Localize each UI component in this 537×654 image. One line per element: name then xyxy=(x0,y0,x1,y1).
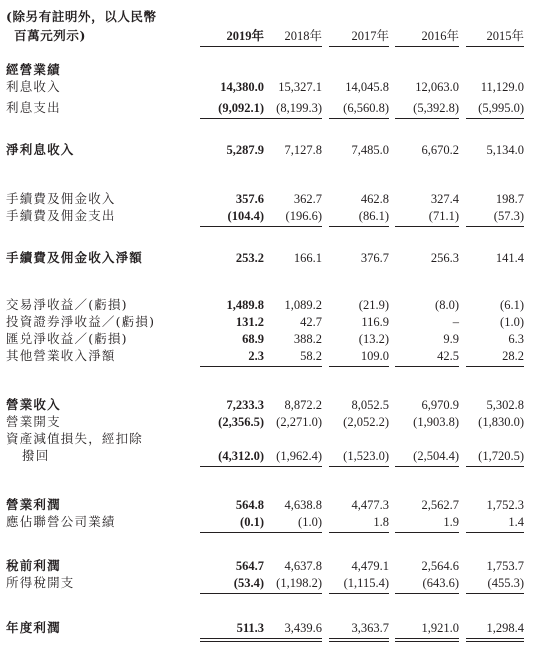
value-cell: 42.7 xyxy=(300,315,322,329)
table-row xyxy=(0,513,537,531)
value-cell: 564.8 xyxy=(235,498,264,512)
table-row xyxy=(0,430,537,448)
row-label: 資產減值損失，經扣除 xyxy=(6,431,144,446)
table-row xyxy=(0,413,537,431)
value-cell: (86.1) xyxy=(358,209,389,223)
value-cell: 4,479.1 xyxy=(351,559,389,573)
table-row xyxy=(0,619,537,637)
table-row xyxy=(0,141,537,159)
total-rule xyxy=(329,366,389,367)
value-cell: (8.0) xyxy=(435,298,459,312)
total-double-rule xyxy=(466,641,524,642)
row-label: 利息收入 xyxy=(6,79,61,94)
total-rule xyxy=(466,638,524,639)
total-rule xyxy=(329,532,389,533)
value-cell: 131.2 xyxy=(235,315,264,329)
table-row xyxy=(0,347,537,365)
value-cell: 1,753.7 xyxy=(486,559,524,573)
row-label: 年度利潤 xyxy=(6,620,61,635)
value-cell: 2,564.6 xyxy=(421,559,459,573)
table-row xyxy=(0,99,537,117)
row-label: 營業開支 xyxy=(6,414,61,429)
value-cell: 42.5 xyxy=(437,349,459,363)
year-header-5: 2015年 xyxy=(486,29,524,43)
total-rule xyxy=(395,593,459,594)
value-cell: 4,638.8 xyxy=(284,498,322,512)
total-rule xyxy=(466,466,524,467)
value-cell: (5,392.8) xyxy=(413,101,459,115)
value-cell: 357.6 xyxy=(235,192,264,206)
value-cell: 68.9 xyxy=(242,332,264,346)
table-row xyxy=(0,296,537,314)
value-cell: 4,637.8 xyxy=(284,559,322,573)
row-label: 稅前利潤 xyxy=(6,558,61,573)
total-rule xyxy=(395,226,459,227)
total-rule xyxy=(264,466,322,467)
value-cell: 511.3 xyxy=(236,621,264,635)
value-cell: 2,562.7 xyxy=(421,498,459,512)
value-cell: 362.7 xyxy=(293,192,322,206)
total-rule xyxy=(200,226,264,227)
total-rule xyxy=(264,638,322,639)
value-cell: 15,327.1 xyxy=(278,80,322,94)
value-cell: (1,962.4) xyxy=(276,449,322,463)
value-cell: 1.4 xyxy=(508,515,524,529)
total-rule xyxy=(395,366,459,367)
value-cell: (455.3) xyxy=(487,576,524,590)
value-cell: (1,198.2) xyxy=(276,576,322,590)
value-cell: 5,134.0 xyxy=(486,143,524,157)
value-cell: 7,485.0 xyxy=(351,143,389,157)
value-cell: (2,271.0) xyxy=(276,415,322,429)
header-rule xyxy=(264,46,322,47)
row-label: 營業利潤 xyxy=(6,497,61,512)
value-cell: 28.2 xyxy=(502,349,524,363)
header-rule xyxy=(200,46,264,47)
table-row xyxy=(0,447,537,465)
value-cell: 388.2 xyxy=(293,332,322,346)
value-cell: 3,363.7 xyxy=(351,621,389,635)
value-cell: (5,995.0) xyxy=(478,101,524,115)
total-rule xyxy=(200,638,264,639)
value-cell: (643.6) xyxy=(422,576,459,590)
value-cell: (53.4) xyxy=(233,576,264,590)
total-rule xyxy=(395,466,459,467)
row-label: 投資證券淨收益／(虧損) xyxy=(6,314,156,329)
value-cell: 7,233.3 xyxy=(226,398,264,412)
total-rule xyxy=(264,226,322,227)
value-cell: (0.1) xyxy=(240,515,264,529)
table-row xyxy=(0,496,537,514)
value-cell: 8,052.5 xyxy=(351,398,389,412)
total-rule xyxy=(264,532,322,533)
table-row xyxy=(0,313,537,331)
value-cell: 376.7 xyxy=(360,251,389,265)
table-row xyxy=(0,207,537,225)
value-cell: 7,127.8 xyxy=(284,143,322,157)
value-cell: 11,129.0 xyxy=(480,80,524,94)
row-label: 匯兑淨收益／(虧損) xyxy=(6,331,128,346)
value-cell: 141.4 xyxy=(495,251,524,265)
total-rule xyxy=(466,118,524,119)
value-cell: (1.0) xyxy=(500,315,524,329)
total-rule xyxy=(329,466,389,467)
year-header-2: 2018年 xyxy=(284,29,322,43)
value-cell: (1.0) xyxy=(298,515,322,529)
value-cell: – xyxy=(452,315,459,329)
value-cell: 198.7 xyxy=(495,192,524,206)
total-rule xyxy=(200,466,264,467)
total-rule xyxy=(395,638,459,639)
total-double-rule xyxy=(264,641,322,642)
total-rule xyxy=(264,366,322,367)
value-cell: (1,523.0) xyxy=(343,449,389,463)
value-cell: (21.9) xyxy=(358,298,389,312)
total-double-rule xyxy=(329,641,389,642)
row-label: 所得稅開支 xyxy=(6,575,75,590)
header-rule xyxy=(329,46,389,47)
row-label: 手續費及佣金收入 xyxy=(6,191,116,206)
value-cell: 8,872.2 xyxy=(284,398,322,412)
total-rule xyxy=(329,593,389,594)
row-label: 其他營業收入淨額 xyxy=(6,348,116,363)
header-rule xyxy=(395,46,459,47)
value-cell: 327.4 xyxy=(430,192,459,206)
row-label: 手續費及佣金支出 xyxy=(6,208,116,223)
value-cell: 109.0 xyxy=(360,349,389,363)
value-cell: 5,287.9 xyxy=(226,143,264,157)
value-cell: 14,380.0 xyxy=(220,80,264,94)
unit-note-line-1: (除另有註明外，以人民幣 xyxy=(6,9,157,24)
table-row xyxy=(0,61,537,79)
value-cell: (13.2) xyxy=(358,332,389,346)
value-cell: (4,312.0) xyxy=(218,449,264,463)
value-cell: 1.9 xyxy=(443,515,459,529)
value-cell: (6.1) xyxy=(500,298,524,312)
value-cell: 253.2 xyxy=(235,251,264,265)
year-header-1: 2019年 xyxy=(226,29,264,43)
value-cell: 1,489.8 xyxy=(226,298,264,312)
table-row xyxy=(0,557,537,575)
total-rule xyxy=(200,532,264,533)
table-row xyxy=(0,190,537,208)
value-cell: 12,063.0 xyxy=(415,80,459,94)
total-rule xyxy=(466,226,524,227)
value-cell: (6,560.8) xyxy=(343,101,389,115)
value-cell: 256.3 xyxy=(430,251,459,265)
value-cell: 6.3 xyxy=(508,332,524,346)
total-double-rule xyxy=(395,641,459,642)
header-rule xyxy=(466,46,524,47)
value-cell: (1,720.5) xyxy=(478,449,524,463)
value-cell: (1,903.8) xyxy=(413,415,459,429)
value-cell: (1,830.0) xyxy=(478,415,524,429)
year-header-4: 2016年 xyxy=(421,29,459,43)
value-cell: 1,921.0 xyxy=(421,621,459,635)
unit-note-line-2: 百萬元列示) xyxy=(14,28,87,43)
value-cell: 9.9 xyxy=(443,332,459,346)
value-cell: 6,670.2 xyxy=(421,143,459,157)
total-rule xyxy=(264,593,322,594)
total-rule xyxy=(200,593,264,594)
total-rule xyxy=(466,366,524,367)
total-rule xyxy=(395,118,459,119)
table-row xyxy=(0,574,537,592)
total-rule xyxy=(329,118,389,119)
table-row xyxy=(0,78,537,96)
value-cell: 58.2 xyxy=(300,349,322,363)
value-cell: 1.8 xyxy=(373,515,389,529)
value-cell: (1,115.4) xyxy=(343,576,389,590)
value-cell: (104.4) xyxy=(227,209,264,223)
value-cell: (2,052.2) xyxy=(343,415,389,429)
value-cell: (2,504.4) xyxy=(413,449,459,463)
value-cell: 116.9 xyxy=(361,315,389,329)
value-cell: (9,092.1) xyxy=(218,101,264,115)
row-label: 經營業績 xyxy=(6,62,61,77)
value-cell: 14,045.8 xyxy=(345,80,389,94)
value-cell: (71.1) xyxy=(428,209,459,223)
total-rule xyxy=(466,593,524,594)
value-cell: 5,302.8 xyxy=(486,398,524,412)
value-cell: 1,752.3 xyxy=(486,498,524,512)
value-cell: (57.3) xyxy=(493,209,524,223)
value-cell: 1,298.4 xyxy=(486,621,524,635)
row-label: 營業收入 xyxy=(6,397,61,412)
total-rule xyxy=(329,638,389,639)
row-label: 交易淨收益／(虧損) xyxy=(6,297,128,312)
value-cell: (196.6) xyxy=(285,209,322,223)
table-row xyxy=(0,249,537,267)
total-double-rule xyxy=(200,641,264,642)
value-cell: (8,199.3) xyxy=(276,101,322,115)
row-label: 淨利息收入 xyxy=(6,142,75,157)
value-cell: 4,477.3 xyxy=(351,498,389,512)
value-cell: (2,356.5) xyxy=(218,415,264,429)
total-rule xyxy=(200,118,264,119)
row-label: 手續費及佣金收入淨額 xyxy=(6,250,144,265)
total-rule xyxy=(264,118,322,119)
row-label: 應佔聯營公司業績 xyxy=(6,514,116,529)
header-row xyxy=(0,27,537,45)
total-rule xyxy=(200,366,264,367)
total-rule xyxy=(466,532,524,533)
table-row xyxy=(0,396,537,414)
value-cell: 3,439.6 xyxy=(284,621,322,635)
row-label: 利息支出 xyxy=(6,100,61,115)
value-cell: 6,970.9 xyxy=(421,398,459,412)
total-rule xyxy=(329,226,389,227)
value-cell: 1,089.2 xyxy=(284,298,322,312)
value-cell: 166.1 xyxy=(293,251,322,265)
total-rule xyxy=(395,532,459,533)
value-cell: 462.8 xyxy=(360,192,389,206)
row-label: 撥回 xyxy=(22,448,50,463)
table-row xyxy=(0,330,537,348)
value-cell: 564.7 xyxy=(235,559,264,573)
year-header-3: 2017年 xyxy=(351,29,389,43)
value-cell: 2.3 xyxy=(248,349,264,363)
